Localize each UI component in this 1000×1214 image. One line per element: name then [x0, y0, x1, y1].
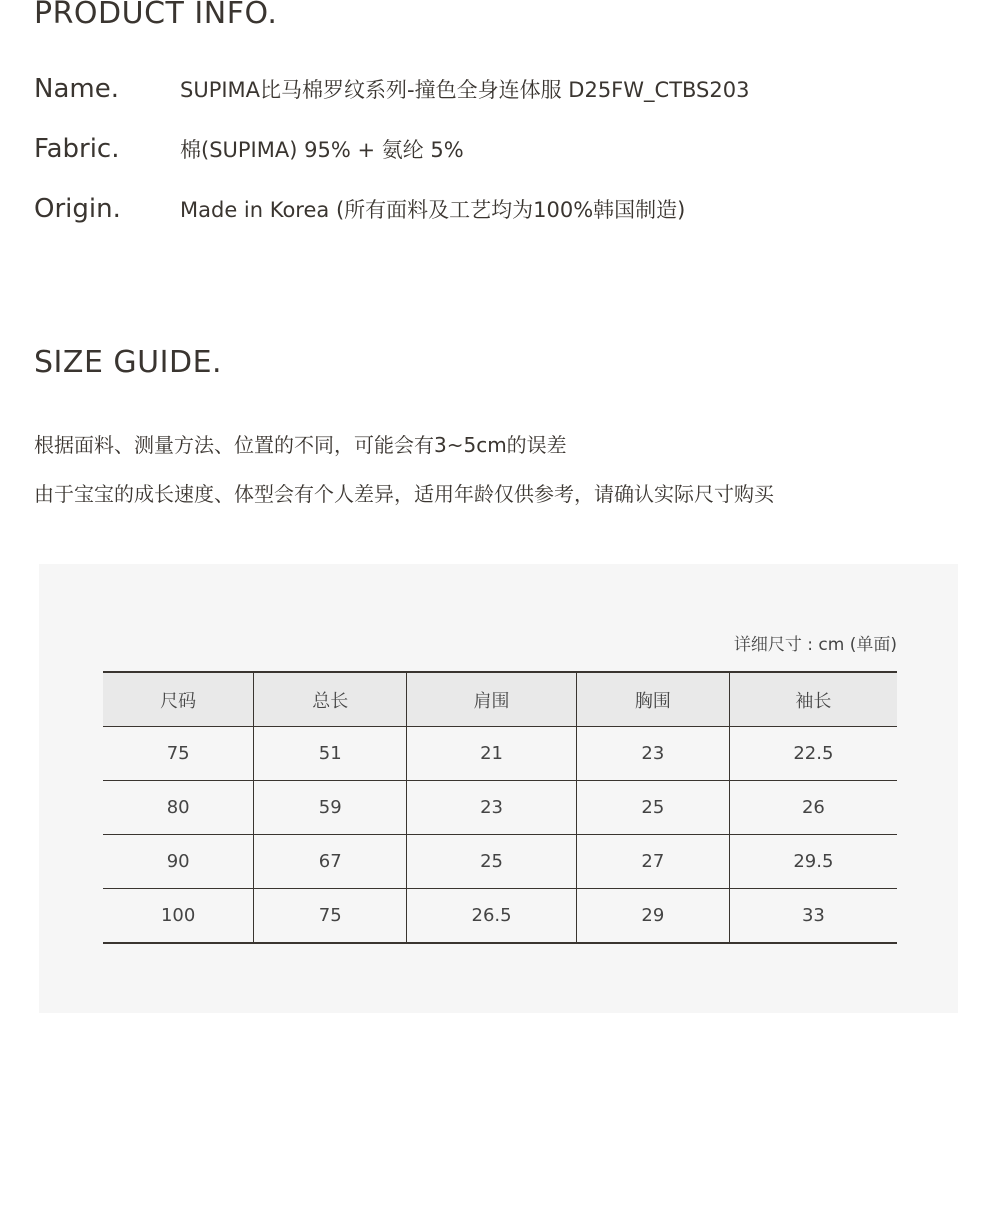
table-cell: 75	[254, 889, 407, 944]
info-row-name	[34, 74, 749, 104]
table-cell: 23	[576, 727, 729, 781]
table-cell: 21	[407, 727, 577, 781]
table-header-row	[103, 672, 897, 727]
table-cell: 100	[103, 889, 254, 944]
header-cell: 袖长	[729, 672, 897, 727]
table-cell: 51	[254, 727, 407, 781]
header-cell: 肩围	[407, 672, 577, 727]
size-table-panel	[39, 564, 958, 1013]
table-row	[103, 781, 897, 835]
info-label: Origin.	[34, 194, 121, 224]
table-cell: 67	[254, 835, 407, 889]
info-row-fabric	[34, 134, 464, 164]
info-value: SUPIMA比马棉罗纹系列-撞色全身连体服 D25FW_CTBS203	[180, 78, 750, 102]
header-cell: 总长	[254, 672, 407, 727]
table-cell: 27	[576, 835, 729, 889]
table-cell: 29	[576, 889, 729, 944]
table-cell: 25	[407, 835, 577, 889]
table-cell: 80	[103, 781, 254, 835]
size-guide-title: SIZE GUIDE.	[34, 345, 223, 380]
info-value: Made in Korea (所有面料及工艺均为100%韩国制造)	[180, 198, 686, 222]
table-row	[103, 835, 897, 889]
size-note: 根据面料、测量方法、位置的不同，可能会有3~5cm的误差	[34, 433, 567, 457]
info-value: 棉(SUPIMA) 95% + 氨纶 5%	[180, 138, 464, 162]
table-row	[103, 889, 897, 944]
header-cell: 尺码	[103, 672, 254, 727]
size-note: 由于宝宝的成长速度、体型会有个人差异，适用年龄仅供参考，请确认实际尺寸购买	[34, 482, 774, 506]
info-label: Name.	[34, 74, 119, 104]
table-cell: 25	[576, 781, 729, 835]
table-cell: 22.5	[729, 727, 897, 781]
size-table	[103, 671, 897, 944]
info-row-origin	[34, 194, 685, 224]
table-cell: 75	[103, 727, 254, 781]
table-cell: 26	[729, 781, 897, 835]
info-label: Fabric.	[34, 134, 120, 164]
table-cell: 29.5	[729, 835, 897, 889]
table-cell: 26.5	[407, 889, 577, 944]
header-cell: 胸围	[576, 672, 729, 727]
table-cell: 59	[254, 781, 407, 835]
table-cell: 33	[729, 889, 897, 944]
table-cell: 23	[407, 781, 577, 835]
table-row	[103, 727, 897, 781]
table-cell: 90	[103, 835, 254, 889]
product-info-title: PRODUCT INFO.	[34, 0, 278, 31]
unit-note: 详细尺寸 : cm (单面)	[733, 635, 897, 655]
